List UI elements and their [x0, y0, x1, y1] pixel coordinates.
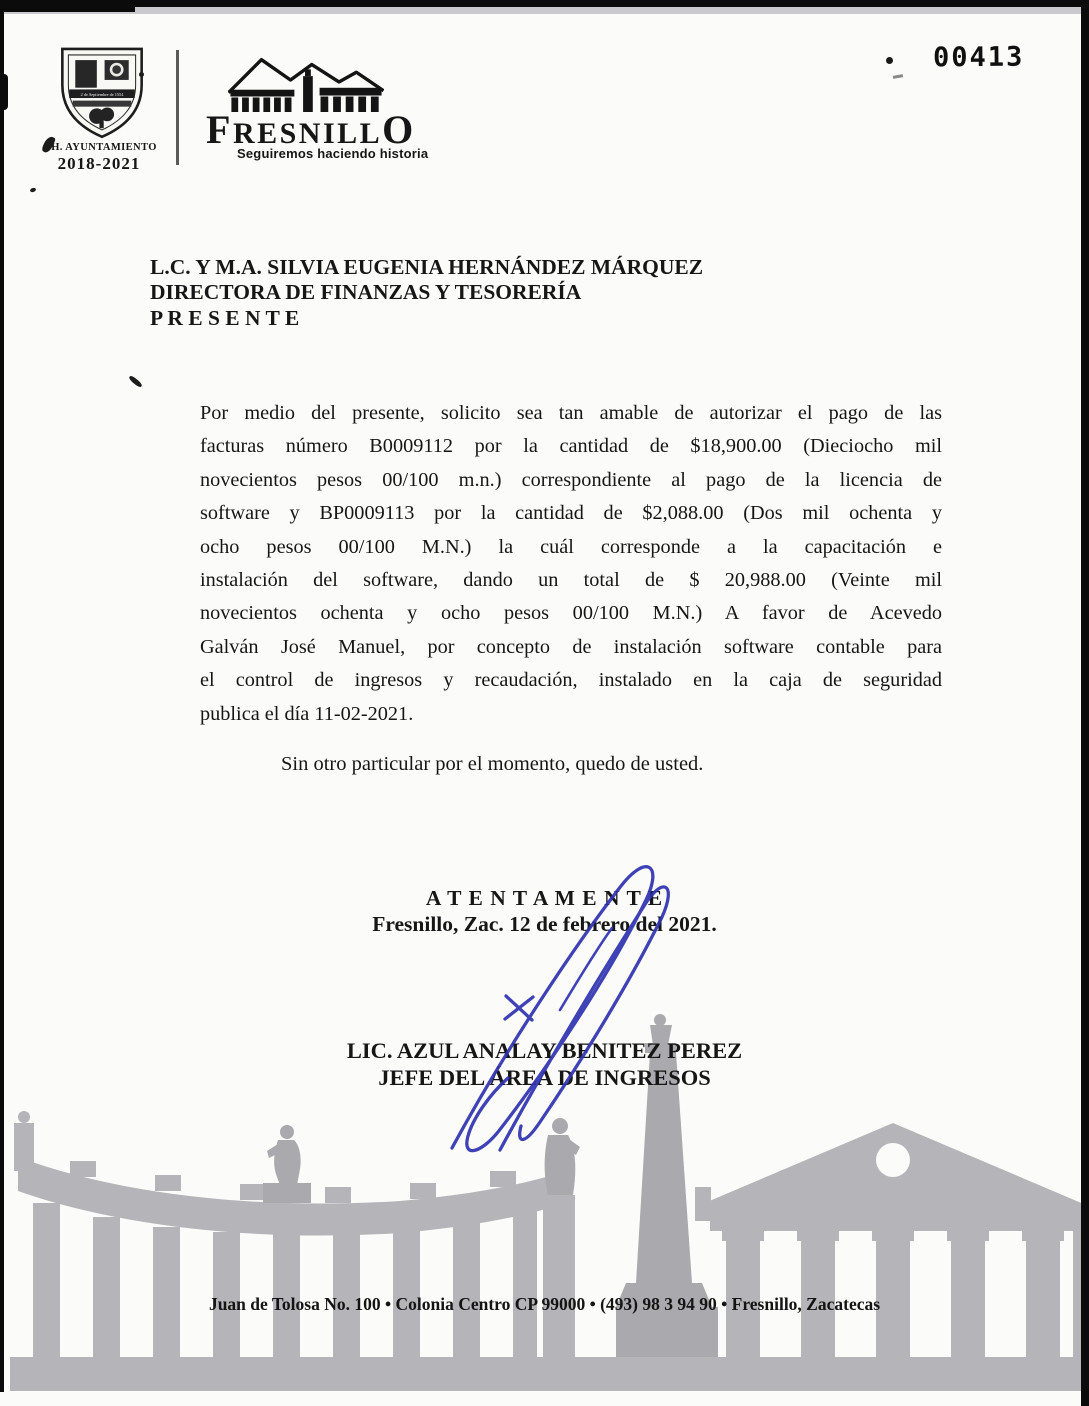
- signer-title: JEFE DEL ÁREA DE INGRESOS: [378, 1065, 711, 1090]
- logo-building: [320, 88, 382, 112]
- fresnillo-logo-mark: [228, 50, 384, 112]
- seal-caption-ayuntamiento: H. AYUNTAMIENTO: [51, 142, 157, 153]
- folio-number-stamp: 00413: [932, 41, 1025, 74]
- body-line: novecientos pesos 00/100 m.n.) correspondiente al pago de la licencia de: [200, 468, 942, 491]
- ink-speck: [139, 72, 144, 77]
- watermark-statue-figure: [545, 1118, 580, 1195]
- body-line: instalación del software, dando un total de $ 20,988.00 (Veinte mil: [200, 569, 942, 592]
- header-divider-line: [176, 50, 179, 165]
- logo-colonnade: [230, 90, 294, 112]
- recipient-name: L.C. Y M.A. SILVIA EUGENIA HERNÁNDEZ MÁRQUEZ: [150, 255, 704, 279]
- logo-tagline: Seguiremos haciendo historia: [237, 146, 429, 161]
- recipient-block: [150, 255, 703, 331]
- recipient-title: DIRECTORA DE FINANZAS Y TESORERÍA: [150, 280, 582, 305]
- wordmark-final: O: [382, 107, 416, 152]
- letter-body: [200, 397, 942, 731]
- municipal-coat-of-arms: [46, 42, 158, 142]
- closing-line: Sin otro particular por el momento, quedo de usted.: [281, 753, 704, 775]
- seal-pattern-band: [73, 101, 132, 107]
- body-line: Galván José Manuel, por concepto de instalación software contable para: [200, 635, 942, 658]
- atentamente-line: A T E N T A M E N T E: [425, 886, 664, 910]
- body-line: software y BP0009113 por la cantidad de $2,088.00 (Dos mil ochenta y: [200, 502, 942, 525]
- scan-edge-right: [1081, 0, 1089, 1406]
- scan-edge-top-left: [0, 0, 135, 12]
- scan-edge-left-blob: [0, 74, 8, 110]
- footer-address: Juan de Tolosa No. 100 • Colonia Centro CP 99000 • (493) 98 3 94 90 • Fresnillo, Zacatecas: [208, 1294, 881, 1314]
- seal-banner-text: 2 de Septiembre de 1554: [80, 91, 124, 97]
- wordmark-initial: F: [206, 107, 233, 152]
- body-line: facturas número B0009112 por la cantidad de $18,900.00 (Dieciocho mil: [200, 435, 942, 458]
- signer-name: LIC. AZUL ANALAY BENITEZ PEREZ: [346, 1038, 743, 1063]
- seal-tree-crown: [100, 108, 114, 122]
- wordmark-middle: RESNILL: [232, 117, 383, 150]
- ink-speck: [128, 375, 143, 388]
- seal-left-emblem: [75, 60, 97, 88]
- recipient-salutation: P R E S E N T E: [150, 305, 300, 330]
- ink-speck: [29, 187, 36, 193]
- body-line: novecientos ochenta y ocho pesos 00/100 M.N.) A favor de Acevedo: [200, 602, 942, 625]
- scan-edge-top: [0, 0, 1089, 7]
- signature-hairline: [560, 928, 612, 1010]
- body-line: ocho pesos 00/100 M.N.) la cuál corresponde a la capacitación e: [200, 535, 942, 558]
- fresnillo-wordmark: [206, 107, 436, 152]
- seal-emblem-core: [112, 65, 121, 74]
- logo-monument: [303, 69, 313, 112]
- seal-tree-trunk: [99, 120, 103, 128]
- watermark-statue-on-colonnade: [263, 1125, 311, 1203]
- stamp-dot: [886, 57, 893, 64]
- body-line: el control de ingresos y recaudación, instalado en la caja de seguridad: [200, 669, 942, 692]
- seal-caption-period: 2018-2021: [57, 154, 141, 173]
- scan-edge-left: [0, 0, 4, 1392]
- body-line: publica el día 11-02-2021.: [200, 702, 414, 725]
- watermark-base-platform: [10, 1357, 1089, 1391]
- body-line: Por medio del presente, solicito sea tan amable de autorizar el pago de las: [200, 402, 942, 424]
- pediment-oculus: [876, 1143, 910, 1177]
- date-line: Fresnillo, Zac. 12 de febrero del 2021.: [372, 912, 717, 936]
- stamp-dash: [893, 74, 903, 79]
